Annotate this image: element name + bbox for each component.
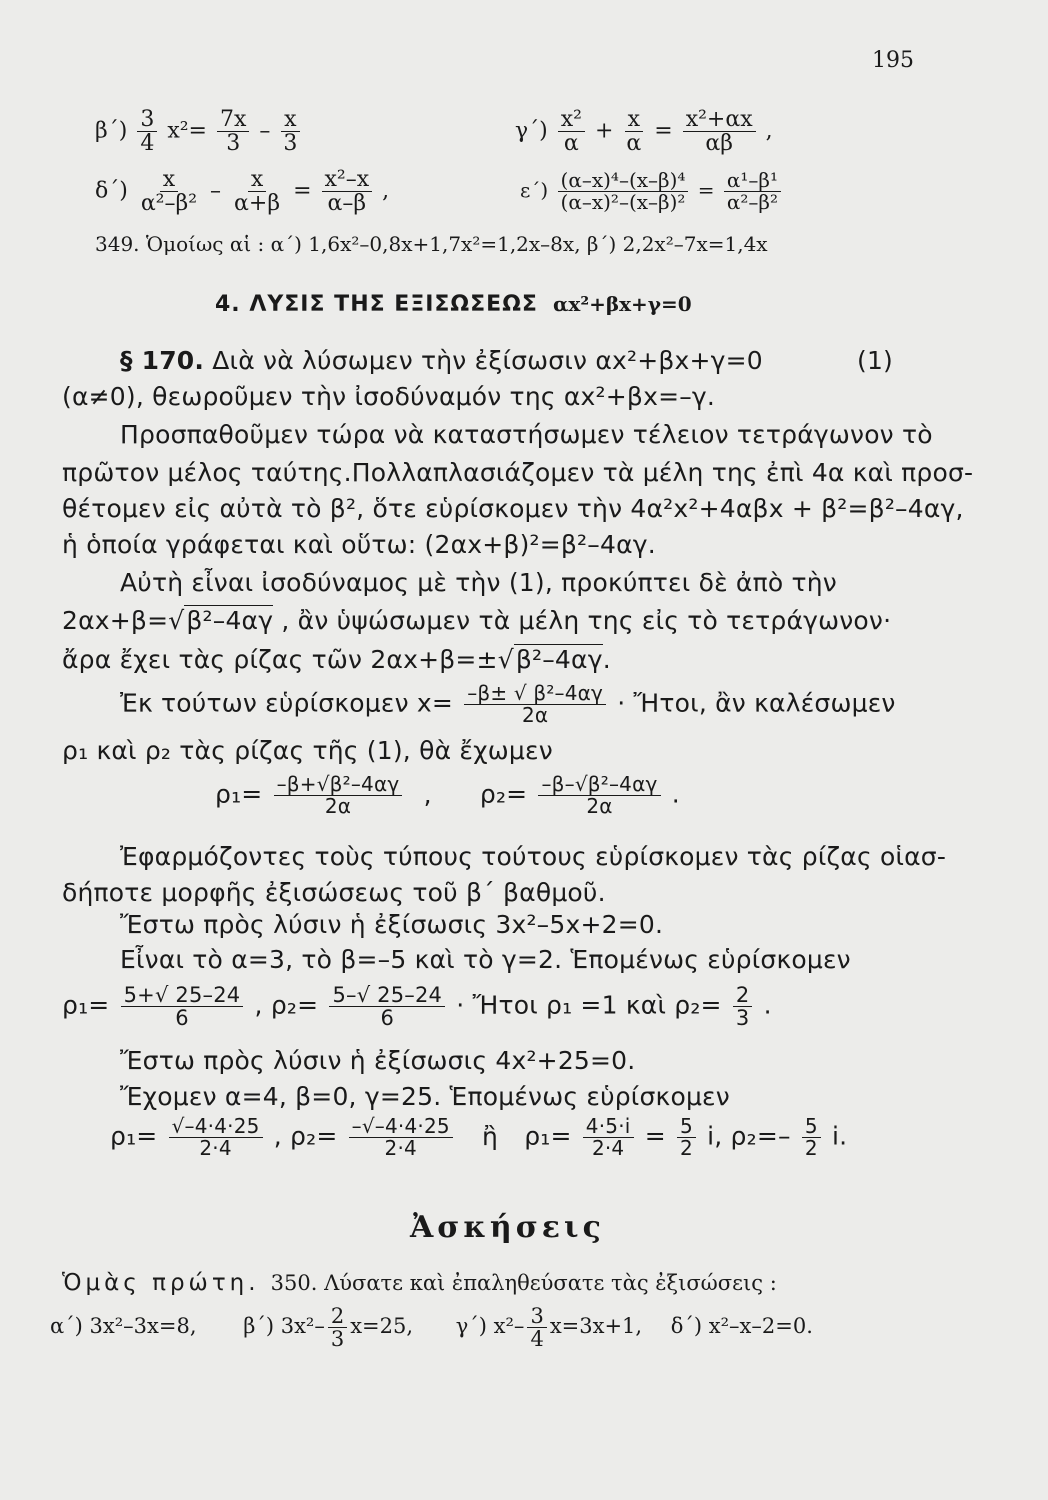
exercise-b-top [95,108,303,155]
text: Διὰ νὰ λύσωμεν τὴν ἐξίσωσιν αx²+βx+γ=0 [212,346,763,375]
numerator: x²+αx [683,108,756,132]
line-3: Προσπαθοῦμεν τώρα νὰ καταστήσωμεν τέλειον τετράγωνον τὸ [120,420,933,449]
punct: . [671,779,680,809]
fraction [538,774,660,817]
denominator: 2α [586,794,613,818]
root-1-label: ρ₁= [110,1121,158,1151]
text: · Ἤτοι, ἂν καλέσωμεν [617,688,896,718]
root-2-label: ρ₂= [290,1121,338,1151]
punct: , [423,779,432,809]
punct: , [273,1121,282,1151]
radical-sign: √ [168,606,185,635]
numerator: 2 [328,1305,347,1328]
denominator: 4 [140,131,155,157]
denominator: α²–β² [726,190,778,214]
example-2-roots [110,1116,847,1159]
root-2-label: ρ₂= [270,990,319,1020]
denominator: 2α [521,703,549,727]
fraction [558,108,585,155]
fraction [677,1116,696,1159]
fraction [527,1305,546,1350]
label: γ΄) [515,118,548,144]
fraction [464,683,606,726]
numerator: –β+√β²–4αγ [274,774,403,796]
fraction [328,1305,347,1350]
punct: , [254,990,263,1020]
radical-sign: √ [497,645,514,674]
numerator: x²–x [322,168,373,192]
denominator: 2 [680,1136,693,1160]
line-5: θέτομεν εἰς αὐτὰ τὸ β², ὅτε εὑρίσκομεν τὴν 4α²x²+4αβx + β²=β²–4αγ, [62,494,964,523]
operator: – [210,178,222,204]
line-16: Ἔστω πρὸς λύσιν ἡ ἐξίσωσις 4x²+25=0. [120,1046,636,1075]
numerator: –β–√β²–4αγ [538,774,660,796]
punct: . [763,990,772,1020]
numerator: 3 [137,108,157,132]
text: i, [707,1121,723,1151]
text: ἄρα ἔχει τὰς ρίζας τῶν 2αx+β=± [62,645,498,674]
numerator: x² [558,108,585,132]
numerator: 5–√ 25–24 [329,984,445,1007]
denominator: 6 [175,1006,189,1031]
line-9 [62,645,611,674]
operator: = [654,118,673,144]
numerator: 2 [733,984,753,1007]
denominator: α²–β² [140,191,198,217]
item-b-pre: β΄) 3x²– [243,1314,325,1339]
fraction [137,108,157,155]
exercise-e-top [520,170,784,213]
conjunction: ἢ [481,1121,499,1151]
fraction [274,774,403,817]
radicand: β²–4αγ [515,645,603,674]
equation-tag: (1) [857,346,894,375]
fraction [329,984,445,1029]
numerator: –β± √ β²–4αγ [464,683,606,705]
paragraph-number: § 170. [120,346,205,375]
denominator: α [626,131,642,157]
fraction [802,1116,821,1159]
line-7: Αὐτὴ εἶναι ἰσοδύναμος μὲ τὴν (1), προκύπτει δὲ ἀπὸ τὴν [120,568,837,597]
label: β΄) [95,118,128,144]
item-a: α΄) 3x²–3x=8, [50,1314,197,1339]
denominator: 6 [380,1006,395,1031]
exercise-g-top [515,108,773,155]
line-8 [62,606,891,635]
line-17: Ἔχομεν α=4, β=0, γ=25. Ἑπομένως εὑρίσκομεν [120,1082,730,1111]
denominator: α [563,131,579,157]
numerator: 7x [217,108,249,132]
operator: = [697,178,715,202]
fraction [683,108,756,155]
fraction [231,168,283,215]
root-1-label: ρ₁= [62,990,110,1020]
root-1-label: ρ₁= [524,1121,572,1151]
operator: + [594,118,614,144]
fraction [558,170,689,213]
text: 2αx+β= [62,606,169,635]
fraction [121,984,244,1029]
line-14: Ἔστω πρὸς λύσιν ἡ ἐξίσωσις 3x²–5x+2=0. [120,910,664,939]
denominator: 4 [530,1327,544,1352]
numerator: x [160,168,178,192]
fraction [733,984,753,1029]
punct: . [602,645,611,674]
section-title: 4. ΛΥΣΙΣ ΤΗΣ ΕΞΙΣΩΣΕΩΣ [215,292,538,317]
denominator: α–β [327,191,367,217]
denominator: (α–x)²–(x–β)² [560,190,686,214]
denominator: 2α [324,794,352,818]
exercise-350-items [50,1305,813,1350]
text: i. [831,1121,848,1151]
item-b-post: x=25, [350,1314,414,1339]
denominator: 2·4 [199,1136,232,1160]
numerator: x [281,108,299,132]
fraction [724,170,781,213]
fraction [623,108,644,155]
punct: , [765,118,773,144]
line-11: ρ₁ καὶ ρ₂ τὰς ρίζας τῆς (1), θὰ ἔχωμεν [62,736,553,765]
exercise-350-header [62,1270,777,1296]
line-15: Εἶναι τὸ α=3, τὸ β=–5 καὶ τὸ γ=2. Ἑπομένως εὑρίσκομεν [120,945,851,974]
section-equation: αx²+βx+γ=0 [553,292,692,316]
punct: , [382,178,390,204]
text: · Ἤτοι ρ₁ =1 καὶ ρ₂= [456,990,722,1020]
denominator: 2 [804,1136,818,1160]
numerator: (α–x)⁴–(x–β)⁴ [558,170,689,192]
denominator: 2·4 [591,1136,625,1160]
line-6: ἡ ὁποία γράφεται καὶ οὕτω: (2αx+β)²=β²–4αγ. [62,530,656,559]
line-13: δήποτε μορφῆς ἐξισώσεως τοῦ β΄ βαθμοῦ. [62,878,606,907]
root-2-label: ρ₂=– [730,1121,791,1151]
exercise-349: 349. Ὁμοίως αἱ : α΄) 1,6x²–0,8x+1,7x²=1,2x–8x, β΄) 2,2x²–7x=1,4x [95,232,768,256]
line-1 [120,346,763,375]
section-heading [215,292,692,317]
numerator: –√–4·4·25 [349,1116,453,1138]
fraction [217,108,249,155]
fraction [138,168,200,215]
denominator: 3 [226,131,241,157]
operator: = [293,178,312,204]
numerator: x [625,108,643,132]
denominator: 3 [283,131,298,157]
fraction [322,168,373,215]
item-g [455,1304,649,1352]
numerator: α¹–β¹ [724,170,781,192]
numerator: 5+√ 25–24 [121,984,244,1007]
root-1-label: ρ₁= [215,779,263,809]
numerator: 5 [802,1116,821,1138]
denominator: α+β [234,191,281,217]
roots-formula [215,774,680,817]
denominator: 2·4 [384,1136,417,1160]
item-g-pre: γ΄) x²– [455,1314,525,1339]
denominator: 3 [735,1006,750,1031]
item-g-post: x=3x+1, [549,1314,643,1339]
line-12: Ἐφαρμόζοντες τοὺς τύπους τούτους εὑρίσκομεν τὰς ρίζας οἱασ- [120,842,947,871]
fraction [583,1116,634,1159]
numerator: 5 [677,1116,696,1138]
numerator: 4·5·i [583,1116,634,1138]
example-1-roots [62,984,772,1029]
text: Ἐκ τούτων εὑρίσκομεν x= [120,688,454,718]
term: x²= [167,118,207,144]
operator: – [259,118,271,144]
group-label: Ὁμὰς πρώτη. [62,1270,260,1296]
line-4: πρῶτον μέλος ταύτης.Πολλαπλασιάζομεν τὰ μέλη της ἐπὶ 4α καὶ προσ- [62,458,974,487]
text: , ἂν ὑψώσωμεν τὰ μέλη της εἰς τὸ τετράγωνον· [281,606,892,635]
label: δ΄) [95,178,128,204]
fraction [169,1116,263,1159]
denominator: 3 [330,1327,345,1352]
page-number: 195 [872,48,914,73]
exercises-title: Ἀσκήσεις [410,1210,605,1245]
line-2: (α≠0), θεωροῦμεν τὴν ἰσοδύναμόν της αx²+βx=–γ. [62,382,716,411]
exercise-d-top [95,168,389,215]
root-2-label: ρ₂= [479,779,528,809]
item-d: δ΄) x²–x–2=0. [670,1314,813,1339]
fraction [280,108,300,155]
label: ε΄) [520,178,549,202]
denominator: αβ [705,131,733,157]
radicand: β²–4αγ [186,606,274,635]
numerator: x [248,168,266,192]
numerator: 3 [527,1305,546,1328]
numerator: √–4·4·25 [169,1116,263,1138]
exercise-350-text: 350. Λύσατε καὶ ἐπαληθεύσατε τὰς ἐξισώσεις : [270,1271,777,1295]
fraction [349,1116,453,1159]
line-10 [120,683,896,726]
operator: = [644,1121,666,1151]
item-b [243,1304,420,1352]
